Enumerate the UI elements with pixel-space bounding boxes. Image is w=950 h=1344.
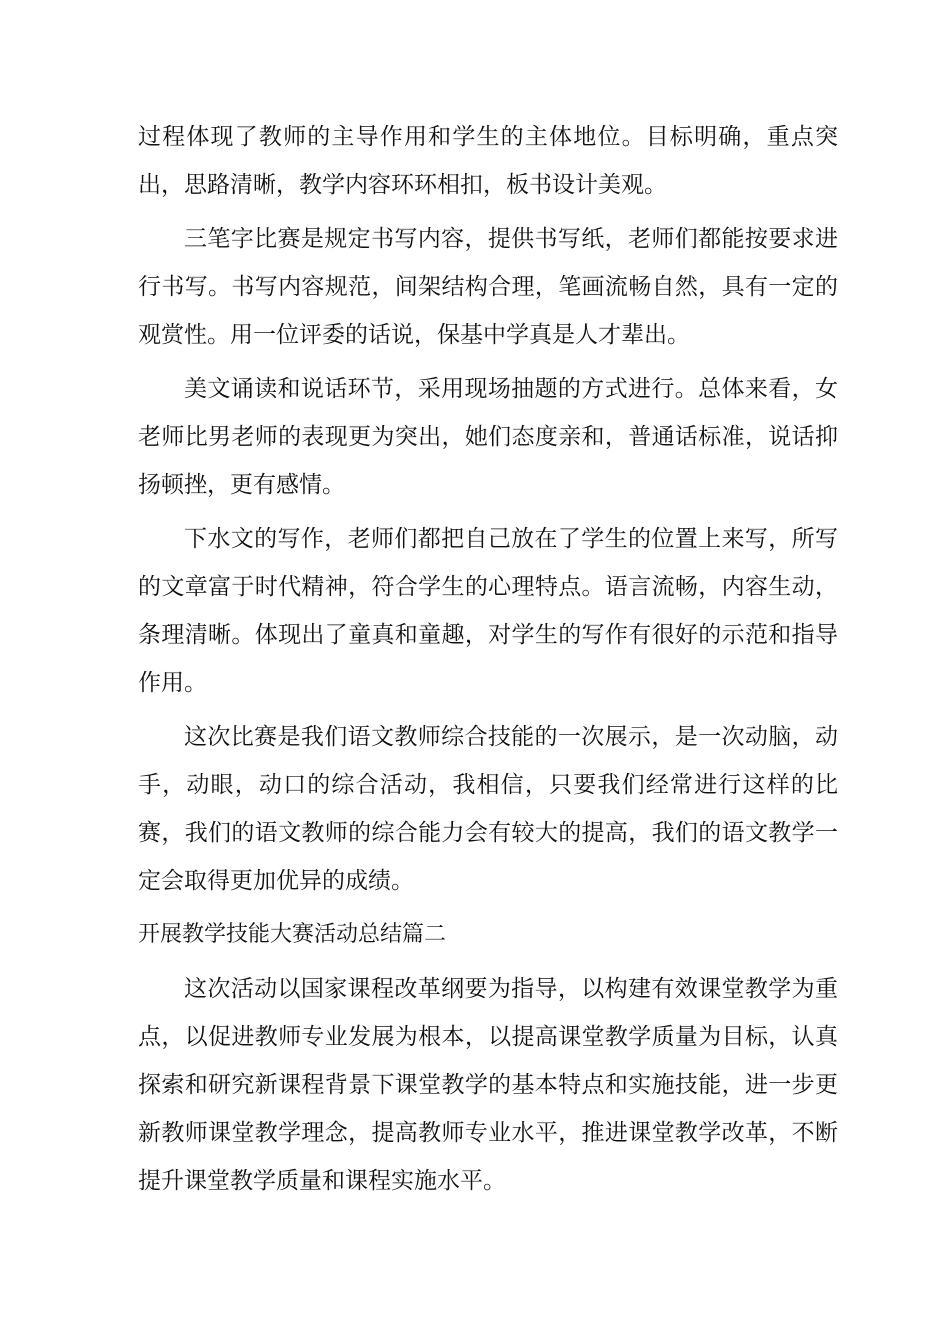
paragraph-conclusion: 这次比赛是我们语文教师综合技能的一次展示，是一次动脑，动手，动眼，动口的综合活动，我相信，只要我们经常进行这样的比赛，我们的语文教师的综合能力会有较大的提高，我们的语文教学一定会取得更加优异的成绩。 <box>138 724 838 894</box>
paragraph-writing: 下水文的写作，老师们都把自己放在了学生的位置上来写，所写的文章富于时代精神，符合学生的心理特点。语言流畅，内容生动，条理清晰。体现出了童真和童趣，对学生的写作有很好的示范和指导作用。 <box>138 526 838 696</box>
paragraph-continuation: 过程体现了教师的主导作用和学生的主体地位。目标明确，重点突出，思路清晰，教学内容环环相扣，板书设计美观。 <box>138 124 838 198</box>
section-title: 开展教学技能大赛活动总结篇二 <box>138 922 447 947</box>
paragraph-recitation: 美文诵读和说话环节，采用现场抽题的方式进行。总体来看，女老师比男老师的表现更为突出，她们态度亲和，普通话标准，说话抑扬顿挫，更有感情。 <box>138 376 838 498</box>
document-body <box>138 113 838 1211</box>
paragraph-section-intro: 这次活动以国家课程改革纲要为指导，以构建有效课堂教学为重点，以促进教师专业发展为根本，以提高课堂教学质量为目标，认真探索和研究新课程背景下课堂教学的基本特点和实施技能，进一步更新教师课堂教学理念，提高教师专业水平，推进课堂教学改革，不断提升课堂教学质量和课程实施水平。 <box>138 976 838 1194</box>
paragraph-calligraphy: 三笔字比赛是规定书写内容，提供书写纸，老师们都能按要求进行书写。书写内容规范，间架结构合理，笔画流畅自然，具有一定的观赏性。用一位评委的话说，保基中学真是人才辈出。 <box>138 226 838 348</box>
